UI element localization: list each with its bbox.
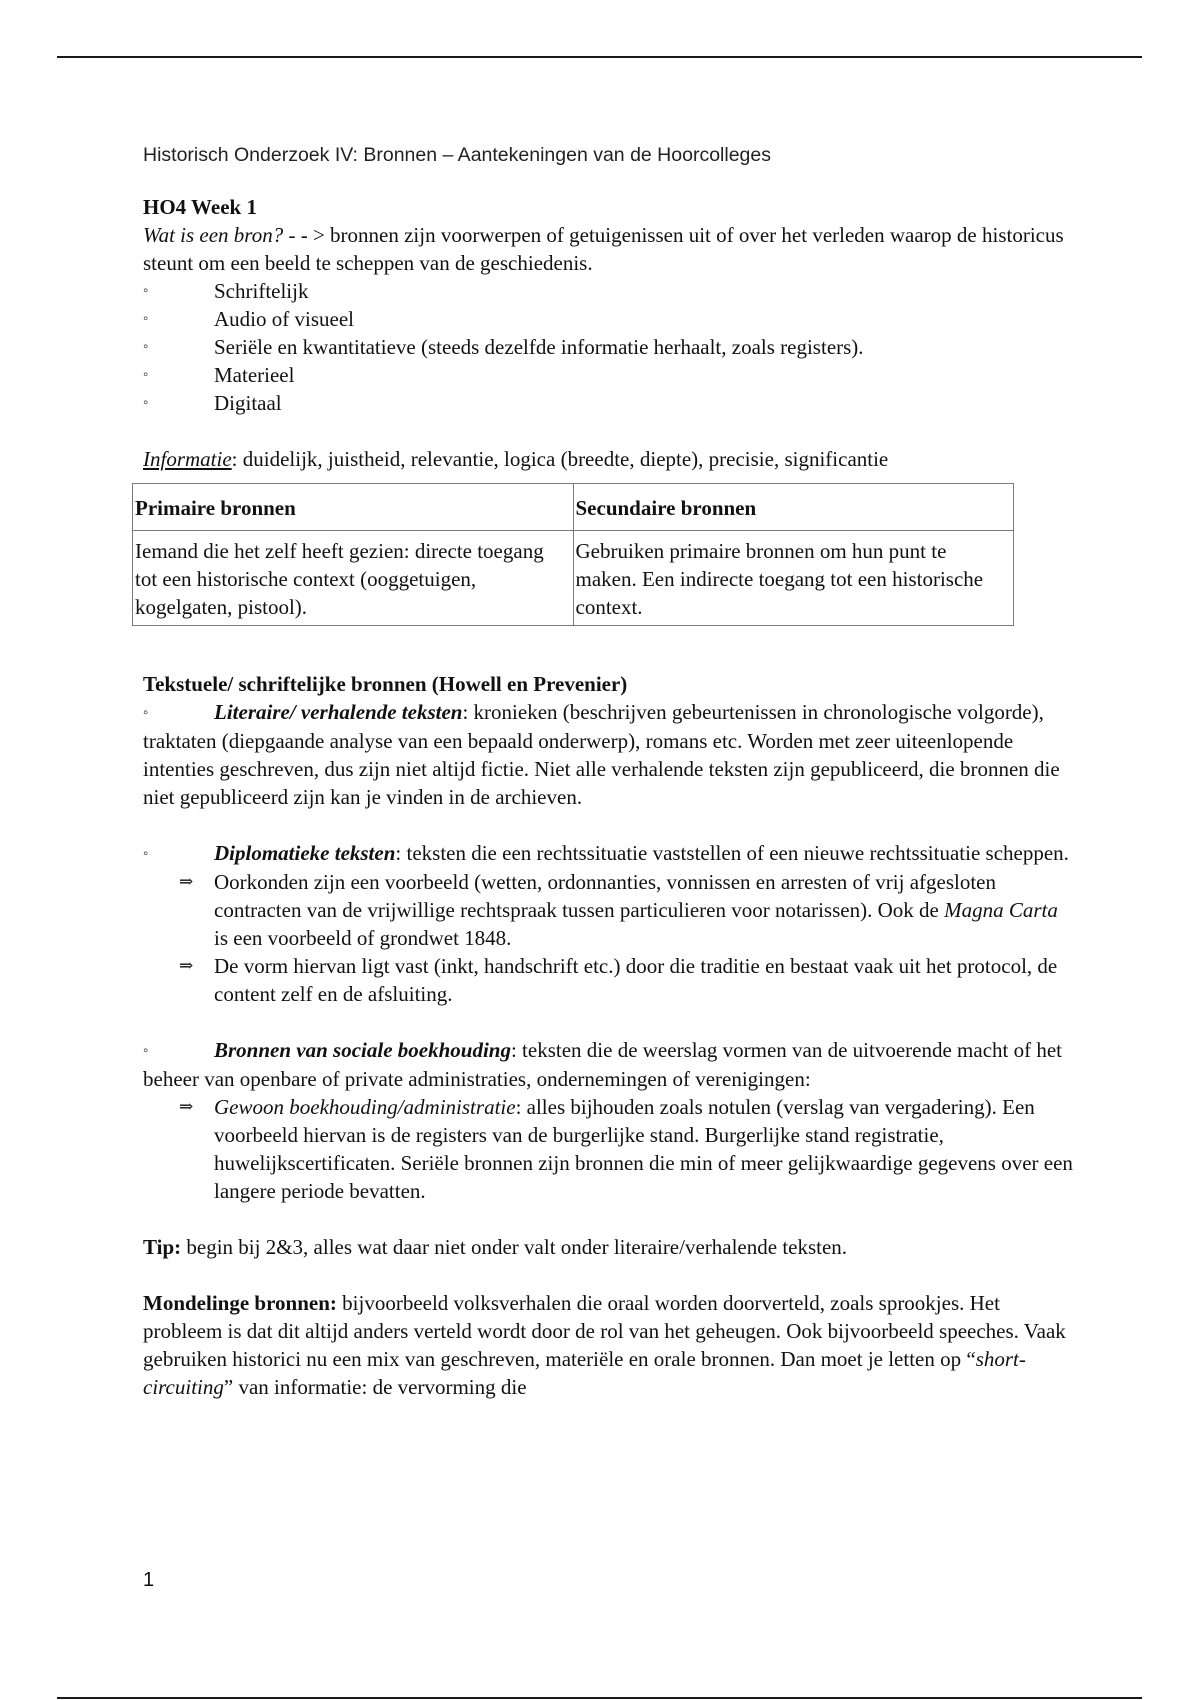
diplomatic-title: Diplomatieke teksten (214, 841, 396, 865)
list-item: ◦ Schriftelijk (143, 279, 309, 303)
arrow-icon: ⇒ (179, 956, 194, 975)
information-label: Informatie (143, 447, 232, 471)
oral-label: Mondelinge bronnen: (143, 1291, 337, 1315)
document-title: Historisch Onderzoek IV: Bronnen – Aantekeningen van de Hoorcolleges (143, 144, 771, 166)
list-item: ◦ Seriële en kwantitatieve (steeds dezelfde informatie herhaalt, zoals registers). (143, 335, 864, 359)
table-header-primary: Primaire bronnen (133, 484, 574, 531)
diplomatic-text: : teksten die een rechtssituatie vaststellen of een nieuwe rechtssituatie scheppen. (395, 841, 1069, 865)
bullet-icon: ◦ (143, 705, 149, 721)
bullet-icon: ◦ (143, 846, 149, 862)
arrow-icon: ⇒ (179, 872, 194, 891)
tip-label: Tip: (143, 1235, 182, 1259)
definition-text: bronnen zijn voorwerpen of getuigenissen uit of over het verleden waarop de historicus steunt om een beeld te scheppen van de geschiedenis. (143, 223, 1064, 275)
bullet-icon: ◦ (143, 311, 149, 327)
definition-paragraph (143, 221, 1073, 277)
social-paragraph (143, 1036, 1073, 1093)
tip-text: begin bij 2&3, alles wat daar niet onder valt onder literaire/verhalende teksten. (181, 1235, 848, 1259)
bullet-icon: ◦ (143, 283, 149, 299)
document-page (135, 144, 1073, 1401)
oral-paragraph: Mondelinge bronnen: bijvoorbeeld volksverhalen die oraal worden doorverteld, zoals sprookjes. Het probleem is dat dit altijd anders verteld wordt door de rol van het geheugen. Ook bijvoorbeeld speeches. Vaak gebruiken historici nu een mix van geschreven, materiële en orale bronnen. Dan moet je letten op “short-circuiting” van informatie: de vervorming die (143, 1291, 1066, 1399)
bullet-icon: ◦ (143, 339, 149, 355)
footer-rule (57, 1697, 1142, 1699)
arrow-icon: ⇒ (179, 1097, 194, 1116)
literary-text: : kronieken (beschrijven gebeurtenissen in chronologische volgorde), traktaten (diepgaande analyse van een bepaald onderwerp), romans etc. Worden met zeer uiteenlopende intenties geschreven, dus zijn niet altijd fictie. Niet alle verhalende teksten zijn gepubliceerd, die bronnen die niet gepubliceerd zijn kan je vinden in de archieven. (143, 700, 1060, 809)
list-item: ◦ Materieel (143, 363, 295, 387)
list-item: ◦ Digitaal (143, 391, 282, 415)
textual-sources-heading: Tekstuele/ schriftelijke bronnen (Howell en Prevenier) (143, 672, 628, 696)
information-text: : duidelijk, juistheid, relevantie, logica (breedte, diepte), precisie, significantie (231, 447, 889, 471)
tip-paragraph (143, 1233, 1073, 1261)
list-item: ⇒ De vorm hiervan ligt vast (inkt, handschrift etc.) door die traditie en bestaat vaak uit het protocol, de content zelf en de afsluiting. (179, 954, 1058, 1006)
information-line (143, 445, 1073, 473)
definition-arrow: - - > (283, 223, 331, 247)
bullet-icon: ◦ (143, 367, 149, 383)
header-rule (57, 56, 1142, 58)
sources-table (132, 483, 1014, 626)
diplomatic-paragraph (143, 839, 1073, 868)
page-number: 1 (143, 1569, 155, 1591)
source-type-list (143, 277, 1073, 417)
literary-title: Literaire/ verhalende teksten (214, 700, 463, 724)
diplomatic-points (143, 868, 1073, 1008)
social-points (143, 1093, 1073, 1205)
list-item: ⇒ Gewoon boekhouding/administratie: alles bijhouden zoals notulen (verslag van vergadering). Een voorbeeld hiervan is de registers van de burgerlijke stand. Burgerlijke stand registratie, huwelijkscertificaten. Seriële bronnen zijn bronnen die min of meer gelijkwaardige gegevens over een langere periode bevatten. (179, 1095, 1073, 1203)
table-header-secondary: Secundaire bronnen (573, 484, 1014, 531)
social-title: Bronnen van sociale boekhouding (214, 1038, 511, 1062)
week-heading: HO4 Week 1 (143, 195, 257, 219)
bullet-icon: ◦ (143, 1043, 149, 1059)
social-text: : teksten die de weerslag vormen van de uitvoerende macht of het beheer van openbare of private administraties, ondernemingen of verenigingen: (143, 1038, 1063, 1091)
literary-paragraph (143, 698, 1073, 811)
list-item: ◦ Audio of visueel (143, 307, 354, 331)
bullet-icon: ◦ (143, 395, 149, 411)
table-cell-primary: Iemand die het zelf heeft gezien: directe toegang tot een historische context (ooggetuigen, kogelgaten, pistool). (133, 531, 574, 626)
table-cell-secondary: Gebruiken primaire bronnen om hun punt te maken. Een indirecte toegang tot een historische context. (573, 531, 1014, 626)
list-item: ⇒ Oorkonden zijn een voorbeeld (wetten, ordonnanties, vonnissen en arresten of vrij afgesloten contracten van de vrijwillige rechtspraak tussen particulieren voor notarissen). Ook de Magna Carta is een voorbeeld of grondwet 1848. (179, 870, 1058, 950)
definition-question: Wat is een bron? (143, 223, 284, 247)
